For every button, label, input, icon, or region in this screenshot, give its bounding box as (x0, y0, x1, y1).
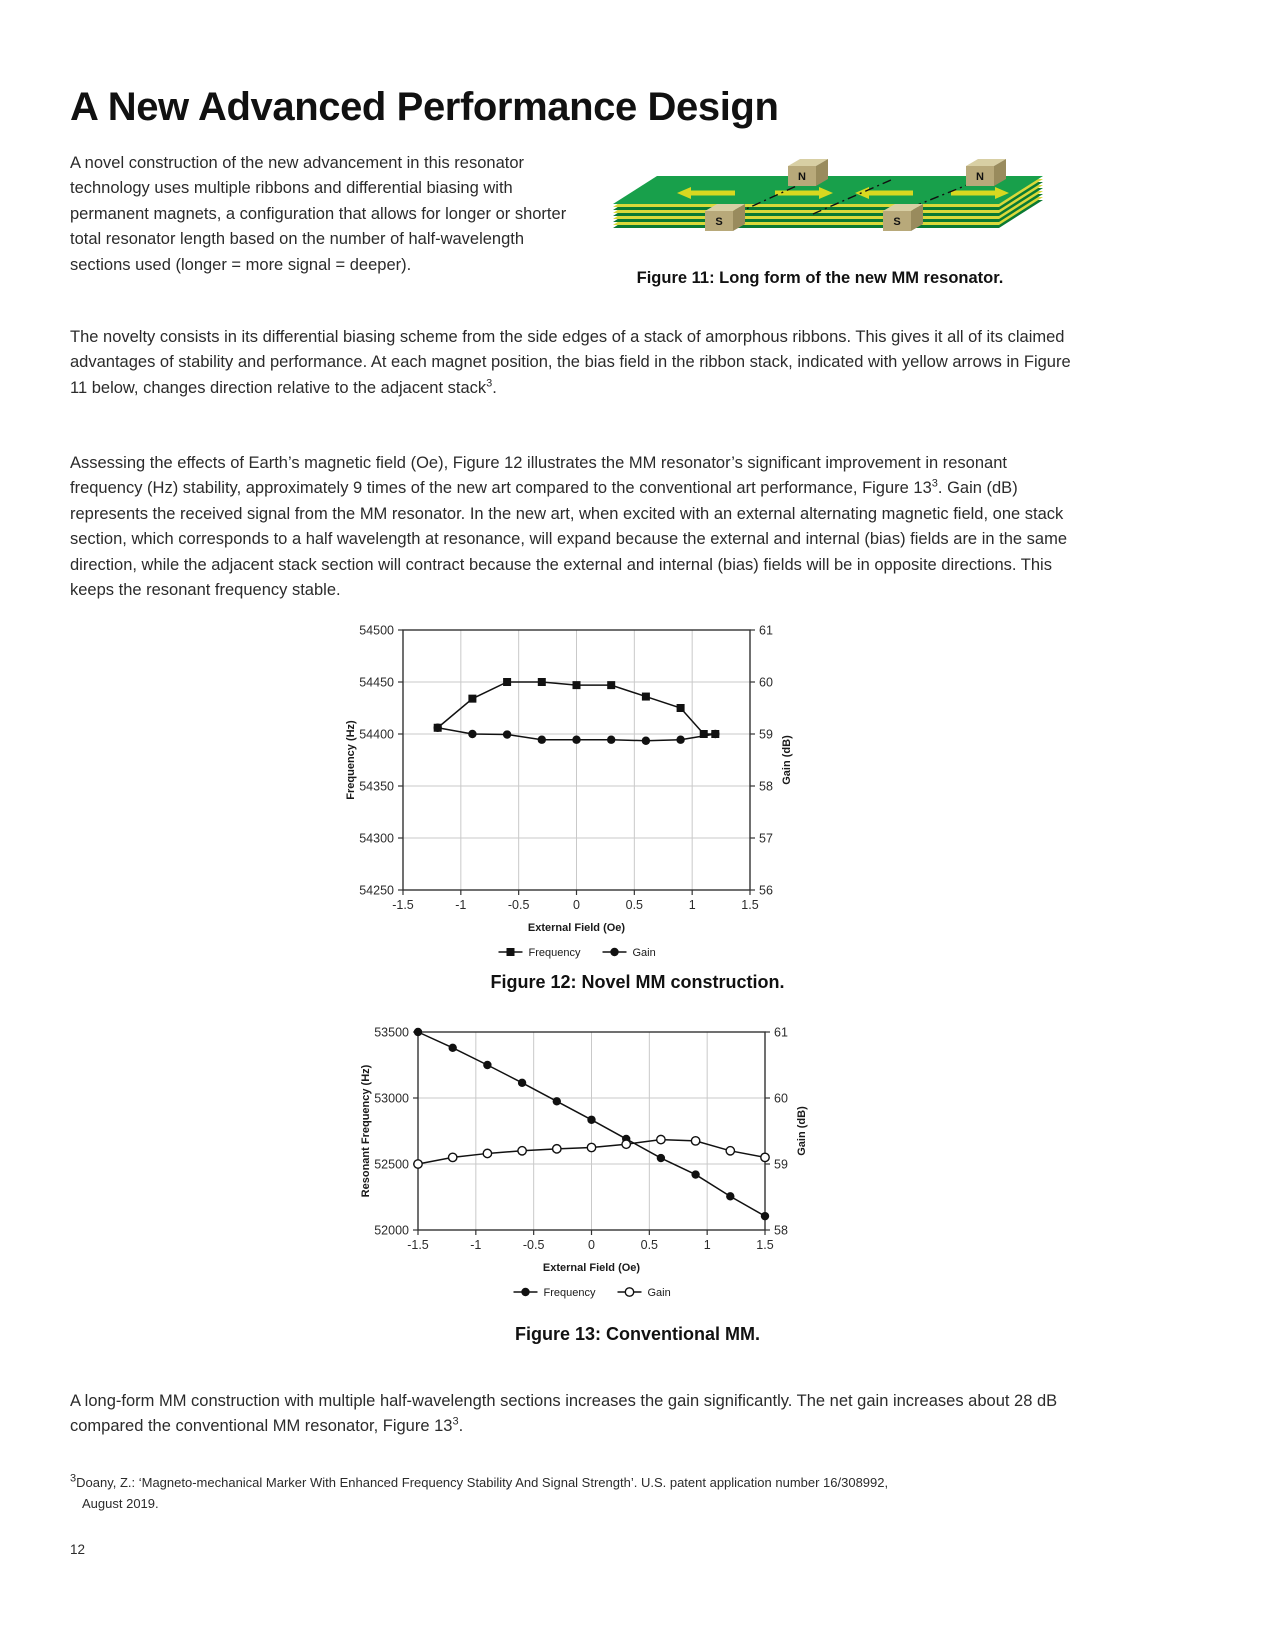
intro-paragraph: A novel construction of the new advancement in this resonator technology uses multiple ribbons and differential biasing with permanent magnets, a configuration that allows for longer or shorter total resonator length based on the number of half-wavelength sections used (longer = more signal = deeper). (70, 153, 567, 274)
svg-text:59: 59 (774, 1157, 788, 1172)
svg-text:-0.5: -0.5 (507, 898, 530, 912)
svg-text:N: N (798, 171, 806, 183)
svg-text:53500: 53500 (374, 1025, 409, 1040)
svg-text:-1.5: -1.5 (392, 898, 414, 912)
svg-text:Resonant Frequency (Hz): Resonant Frequency (Hz) (360, 1064, 372, 1198)
svg-text:53000: 53000 (374, 1091, 409, 1106)
footnote (70, 1472, 1130, 1514)
paragraph-longform-end: . (458, 1417, 464, 1435)
svg-text:Gain (dB): Gain (dB) (781, 735, 793, 785)
paragraph-assessment (70, 451, 1080, 604)
footnote-line-2: August 2019. (82, 1496, 159, 1511)
svg-text:N: N (976, 171, 984, 183)
footnote-marker: 3 (70, 1472, 77, 1485)
svg-text:-0.5: -0.5 (522, 1238, 545, 1252)
footnote-ref-1: 3 (486, 377, 493, 389)
paragraph-assessment-end: . Gain (dB) represents the received signal from the MM resonator. In the new art, when excited with an external alternating magnetic field, one stack section, which corresponds to a half wavelength at resonance, will expand because the external and internal (bias) fields are in the same direction, while the adjacent stack section will contract because the external and internal (bias) fields will be in opposite directions. This keeps the resonant frequency stable. (70, 479, 1067, 599)
footnote-ref-2: 3 (931, 477, 938, 490)
svg-text:0: 0 (588, 1238, 595, 1252)
svg-text:Frequency (Hz): Frequency (Hz) (345, 720, 357, 800)
footnote-ref-3: 3 (452, 1415, 459, 1428)
figure-13-caption: Figure 13: Conventional MM. (514, 1324, 760, 1344)
magnet-north-2 (966, 159, 1006, 186)
magnet-north-1 (788, 159, 828, 186)
svg-text:Gain (dB): Gain (dB) (796, 1106, 808, 1156)
svg-text:S: S (893, 216, 901, 228)
svg-text:0.5: 0.5 (625, 898, 644, 912)
svg-text:54450: 54450 (359, 675, 394, 690)
svg-text:60: 60 (774, 1091, 788, 1106)
figure-13-chart (345, 1020, 845, 1310)
page-number: 12 (70, 1542, 86, 1557)
svg-text:54350: 54350 (359, 779, 394, 794)
svg-text:54250: 54250 (359, 883, 394, 898)
svg-text:54300: 54300 (359, 831, 394, 846)
svg-text:54400: 54400 (359, 727, 394, 742)
paragraph-novelty-end: . (492, 378, 497, 397)
footnote-line-1: Doany, Z.: ‘Magneto-mechanical Marker With Enhanced Frequency Stability And Signal Strength’. U.S. patent application number 16/308992, (76, 1475, 889, 1490)
svg-text:-1: -1 (455, 898, 467, 912)
page-title: A New Advanced Performance Design (70, 84, 779, 129)
svg-text:56: 56 (759, 883, 773, 898)
svg-text:52000: 52000 (374, 1223, 409, 1238)
svg-text:60: 60 (759, 675, 773, 690)
svg-text:58: 58 (759, 779, 773, 794)
svg-text:57: 57 (759, 831, 773, 846)
svg-text:1.5: 1.5 (756, 1238, 774, 1252)
svg-text:External Field (Oe): External Field (Oe) (527, 922, 626, 934)
svg-text:Frequency: Frequency (528, 947, 581, 959)
svg-text:58: 58 (774, 1223, 788, 1238)
svg-text:S: S (715, 216, 723, 228)
paragraph-assessment-text: Assessing the effects of Earth’s magnetic field (Oe), Figure 12 illustrates the MM resonator’s significant improvement in resonant frequency (Hz) stability, approximately 9 times of the new art compared to the conventional art performance, Figure 13 (70, 453, 1007, 497)
svg-text:1.5: 1.5 (741, 898, 759, 912)
svg-text:1: 1 (703, 1238, 711, 1252)
svg-text:61: 61 (774, 1025, 788, 1040)
magnet-south-1 (705, 204, 745, 231)
figure-12-chart (330, 618, 830, 963)
svg-text:Gain: Gain (647, 1287, 671, 1299)
svg-text:61: 61 (759, 623, 773, 638)
paragraph-longform-text: A long-form MM construction with multiple half-wavelength sections increases the gain significantly. The net gain increases about 28 dB compared the conventional MM resonator, Figure 13 (70, 1391, 1058, 1435)
svg-text:-1: -1 (470, 1238, 482, 1252)
paragraph-novelty (70, 325, 1080, 402)
svg-text:1: 1 (688, 898, 696, 912)
figure-11-illustration (595, 148, 1045, 258)
figure-12-caption: Figure 12: Novel MM construction. (490, 972, 785, 992)
paragraph-novelty-text: The novelty consists in its differential biasing scheme from the side edges of a stack of amorphous ribbons. This gives it all of its claimed advantages of stability and performance. At each magnet position, the bias field in the ribbon stack, indicated with yellow arrows in Figure 11 below, changes direction relative to the adjacent stack (70, 327, 1071, 397)
magnet-south-2 (883, 204, 923, 231)
svg-text:59: 59 (759, 727, 773, 742)
svg-text:54500: 54500 (359, 623, 394, 638)
svg-text:52500: 52500 (374, 1157, 409, 1172)
svg-text:0: 0 (573, 898, 580, 912)
svg-text:0.5: 0.5 (640, 1238, 659, 1252)
svg-text:External Field (Oe): External Field (Oe) (542, 1262, 641, 1274)
svg-text:Gain: Gain (632, 947, 656, 959)
figure-11-caption: Figure 11: Long form of the new MM resonator. (636, 269, 1004, 287)
svg-text:-1.5: -1.5 (407, 1238, 429, 1252)
paragraph-longform (70, 1389, 1080, 1440)
svg-text:Frequency: Frequency (543, 1287, 596, 1299)
